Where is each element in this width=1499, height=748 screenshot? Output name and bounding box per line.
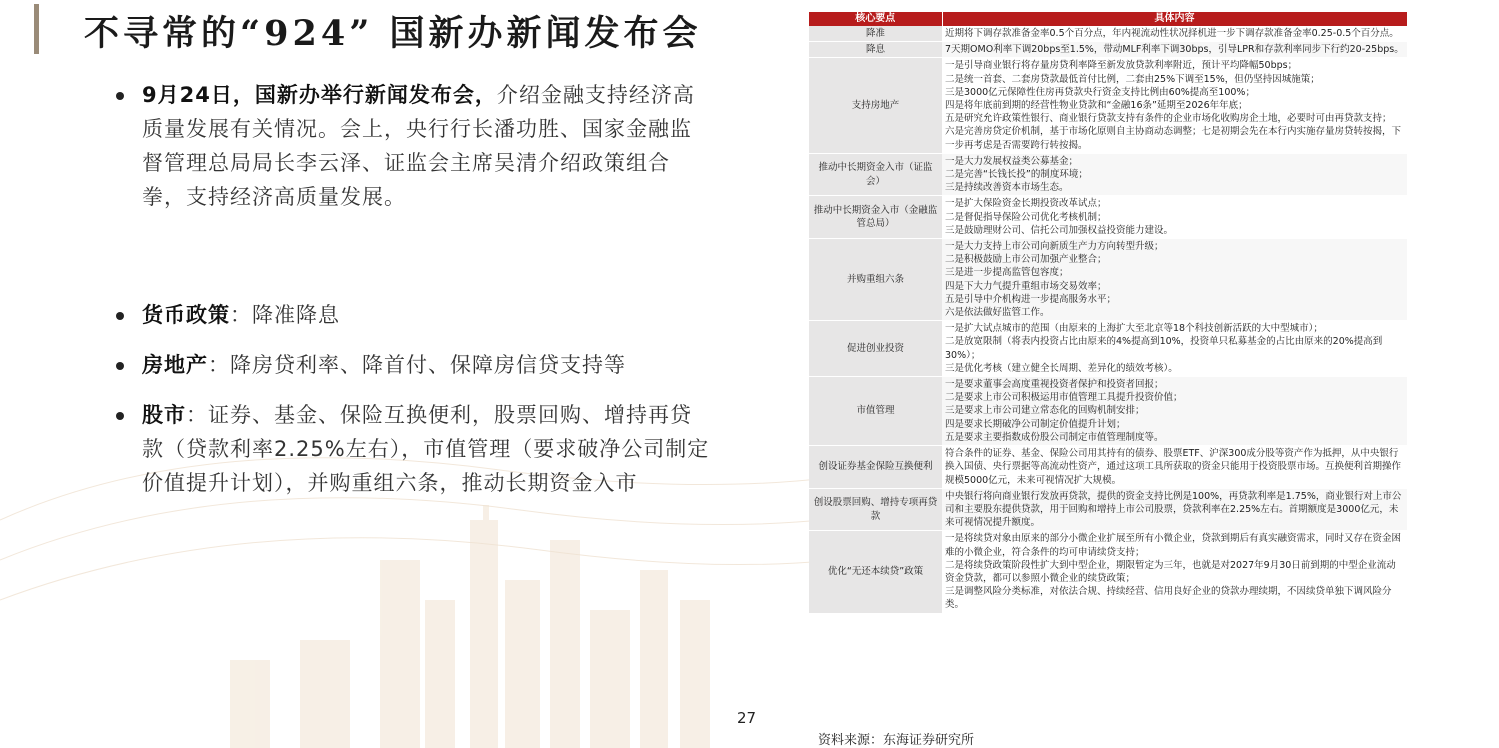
row-content <box>942 239 1407 321</box>
table-row <box>809 58 1407 153</box>
row-content <box>942 377 1407 446</box>
policy-table-body <box>809 26 1407 613</box>
row-key: 创设证券基金保险互换便利 <box>809 446 942 489</box>
row-content-line: 一是大力发展权益类公募基金； <box>945 155 1079 167</box>
page-title: 不寻常的“924” 国新办新闻发布会 <box>84 13 702 54</box>
row-content-line: 二是放宽限制（将表内投资占比由原来的4%提高到10%，投资单只私募基金的占比由原来的20%提高到30%）； <box>945 336 1383 361</box>
row-key: 推动中长期资金入市（金融监管总局） <box>809 196 942 239</box>
bullet-intro <box>112 78 712 214</box>
row-content <box>942 58 1407 153</box>
row-key: 降息 <box>809 42 942 58</box>
table-row <box>809 488 1407 531</box>
table-row <box>809 321 1407 377</box>
row-content <box>942 321 1407 377</box>
row-key: 推动中长期资金入市（证监会） <box>809 153 942 196</box>
row-content-line: 四是下大力气提升重组市场交易效率； <box>945 280 1107 292</box>
row-content <box>942 531 1407 613</box>
source-note: 资料来源：东海证券研究所 <box>818 733 975 748</box>
row-content-line: 二是要求上市公司积极运用市值管理工具提升投资价值； <box>945 392 1183 404</box>
row-content-line: 三是鼓励理财公司、信托公司加强权益投资能力建设。 <box>945 224 1174 236</box>
row-content-line: 二是完善“长钱长投”的制度环境； <box>945 169 1088 181</box>
row-content <box>942 153 1407 196</box>
row-content-line: 二是积极鼓励上市公司加强产业整合； <box>945 254 1107 266</box>
bullet-label: 货币政策 <box>142 303 230 327</box>
row-key: 市值管理 <box>809 377 942 446</box>
intro-bold: 9月24日，国新办举行新闻发布会， <box>142 83 497 107</box>
row-content-line: 一是扩大试点城市的范围（由原来的上海扩大至北京等18个科技创新活跃的大中型城市）； <box>945 323 1323 335</box>
row-content <box>942 446 1407 489</box>
table-header-key: 核心要点 <box>809 12 942 26</box>
table-header-row <box>809 12 1407 26</box>
row-content-line: 二是统一首套、二套房贷款最低首付比例，二套由25%下调至15%，但仍坚持因城施策； <box>945 73 1320 85</box>
row-content-line: 三是要求上市公司建立常态化的回购机制安排； <box>945 405 1145 417</box>
row-content-line: 一是扩大保险资金长期投资改革试点； <box>945 198 1107 210</box>
table-row <box>809 196 1407 239</box>
row-content-line: 一是要求董事会高度重视投资者保护和投资者回报； <box>945 379 1164 391</box>
table-header-content: 具体内容 <box>942 12 1407 26</box>
table-row <box>809 26 1407 42</box>
row-content <box>942 26 1407 42</box>
row-key: 支持房地产 <box>809 58 942 153</box>
row-content <box>942 42 1407 58</box>
row-content-line: 六是完善房贷定价机制，基于市场化原则自主协商动态调整；七是初期会先在本行内实施存量房贷转按揭，下一步再考虑是否需要跨行转按揭。 <box>945 126 1402 151</box>
row-content-line: 一是引导商业银行将存量房贷利率降至新发放贷款利率附近，预计平均降幅50bps； <box>945 60 1298 72</box>
row-content-line: 符合条件的证券、基金、保险公司用其持有的债券、股票ETF、沪深300成分股等资产作为抵押，从中央银行换入国债、央行票据等高流动性资产，通过这项工具所获取的资金只能用于投资股票市场。互换便利首期操作规模5000亿元，未来可视情况扩大规模。 <box>945 448 1402 486</box>
row-content-line: 三是3000亿元保障性住房再贷款央行资金支持比例由60%提高至100%； <box>945 86 1255 98</box>
page-number: 27 <box>737 709 757 727</box>
row-content-line: 近期将下调存款准备金率0.5个百分点，年内视流动性状况择机进一步下调存款准备金率0.25-0.5个百分点。 <box>945 28 1399 39</box>
row-content-line: 三是调整风险分类标准，对依法合规、持续经营、信用良好企业的贷款办理续期，不因续贷单独下调风险分类。 <box>945 586 1392 611</box>
bullet-monetary <box>112 298 712 332</box>
row-content-line: 中央银行将向商业银行发放再贷款，提供的资金支持比例是100%，再贷款利率是1.75%，商业银行对上市公司和主要股东提供贷款，用于回购和增持上市公司股票，贷款利率在2.25%左右。首期额度是3000亿元，未来可视情况提升额度。 <box>945 490 1402 529</box>
bullet-text: ：证券、基金、保险互换便利，股票回购、增持再贷款（贷款利率2.25%左右），市值管理（要求破净公司制定价值提升计划），并购重组六条，推动长期资金入市 <box>142 403 710 495</box>
intro-text: 介绍金融支持经济高质量发展有关情况。会上，央行行长潘功胜、国家金融监督管理总局局长李云泽、证监会主席吴清介绍政策组合拳，支持经济高质量发展。 <box>142 83 695 209</box>
title-accent-bar <box>34 4 39 54</box>
table-row <box>809 531 1407 613</box>
bullet-real-estate <box>112 348 712 382</box>
row-key: 降准 <box>809 26 942 42</box>
policy-table-container <box>809 12 1407 725</box>
table-row <box>809 446 1407 489</box>
row-content-line: 三是优化考核（建立健全长周期、差异化的绩效考核）。 <box>945 362 1178 374</box>
row-content-line: 一是将续贷对象由原来的部分小微企业扩展至所有小微企业，贷款到期后有真实融资需求，同时又存在资金困难的小微企业，符合条件的均可申请续贷支持； <box>945 533 1402 558</box>
row-content <box>942 488 1407 531</box>
row-content-line: 三是进一步提高监管包容度； <box>945 267 1069 279</box>
row-content-line: 四是将年底前到期的经营性物业贷款和“金融16条”延期至2026年年底； <box>945 100 1248 112</box>
bullet-text: ：降房贷利率、降首付、保障房信贷支持等 <box>208 353 626 377</box>
bullet-stock-market <box>112 398 712 500</box>
row-content-line: 三是持续改善资本市场生态。 <box>945 182 1069 194</box>
row-key: 优化“无还本续贷”政策 <box>809 531 942 613</box>
row-content-line: 一是大力支持上市公司向新质生产力方向转型升级； <box>945 241 1164 253</box>
table-row <box>809 377 1407 446</box>
table-row <box>809 153 1407 196</box>
row-content-line: 二是督促指导保险公司优化考核机制； <box>945 211 1107 223</box>
row-content-line: 五是引导中介机构进一步提高服务水平； <box>945 293 1117 305</box>
row-key: 并购重组六条 <box>809 239 942 321</box>
row-content-line: 二是将续贷政策阶段性扩大到中型企业，期限暂定为三年，也就是对2027年9月30日前到期的中型企业流动资金贷款，都可以参照小微企业的续贷政策； <box>945 559 1396 584</box>
row-content-line: 五是要求主要指数成份股公司制定市值管理制度等。 <box>945 431 1164 443</box>
table-row <box>809 42 1407 58</box>
row-key: 创设股票回购、增持专项再贷款 <box>809 488 942 531</box>
table-row <box>809 239 1407 321</box>
bullet-list <box>112 78 712 500</box>
bullet-text: ：降准降息 <box>230 303 340 327</box>
row-content <box>942 196 1407 239</box>
row-content-line: 7天期OMO利率下调20bps至1.5%，带动MLF利率下调30bps，引导LPR和存款利率同步下行约20-25bps。 <box>945 44 1404 56</box>
row-content-line: 四是要求长期破净公司制定价值提升计划； <box>945 418 1126 430</box>
row-content-line: 六是依法做好监管工作。 <box>945 307 1050 319</box>
row-key: 促进创业投资 <box>809 321 942 377</box>
policy-table <box>809 12 1407 614</box>
bullet-label: 股市 <box>142 403 186 427</box>
bullet-label: 房地产 <box>142 353 208 377</box>
row-content-line: 五是研究允许政策性银行、商业银行贷款支持有条件的企业市场化收购房企土地，必要时可由再贷款支持； <box>945 113 1392 125</box>
